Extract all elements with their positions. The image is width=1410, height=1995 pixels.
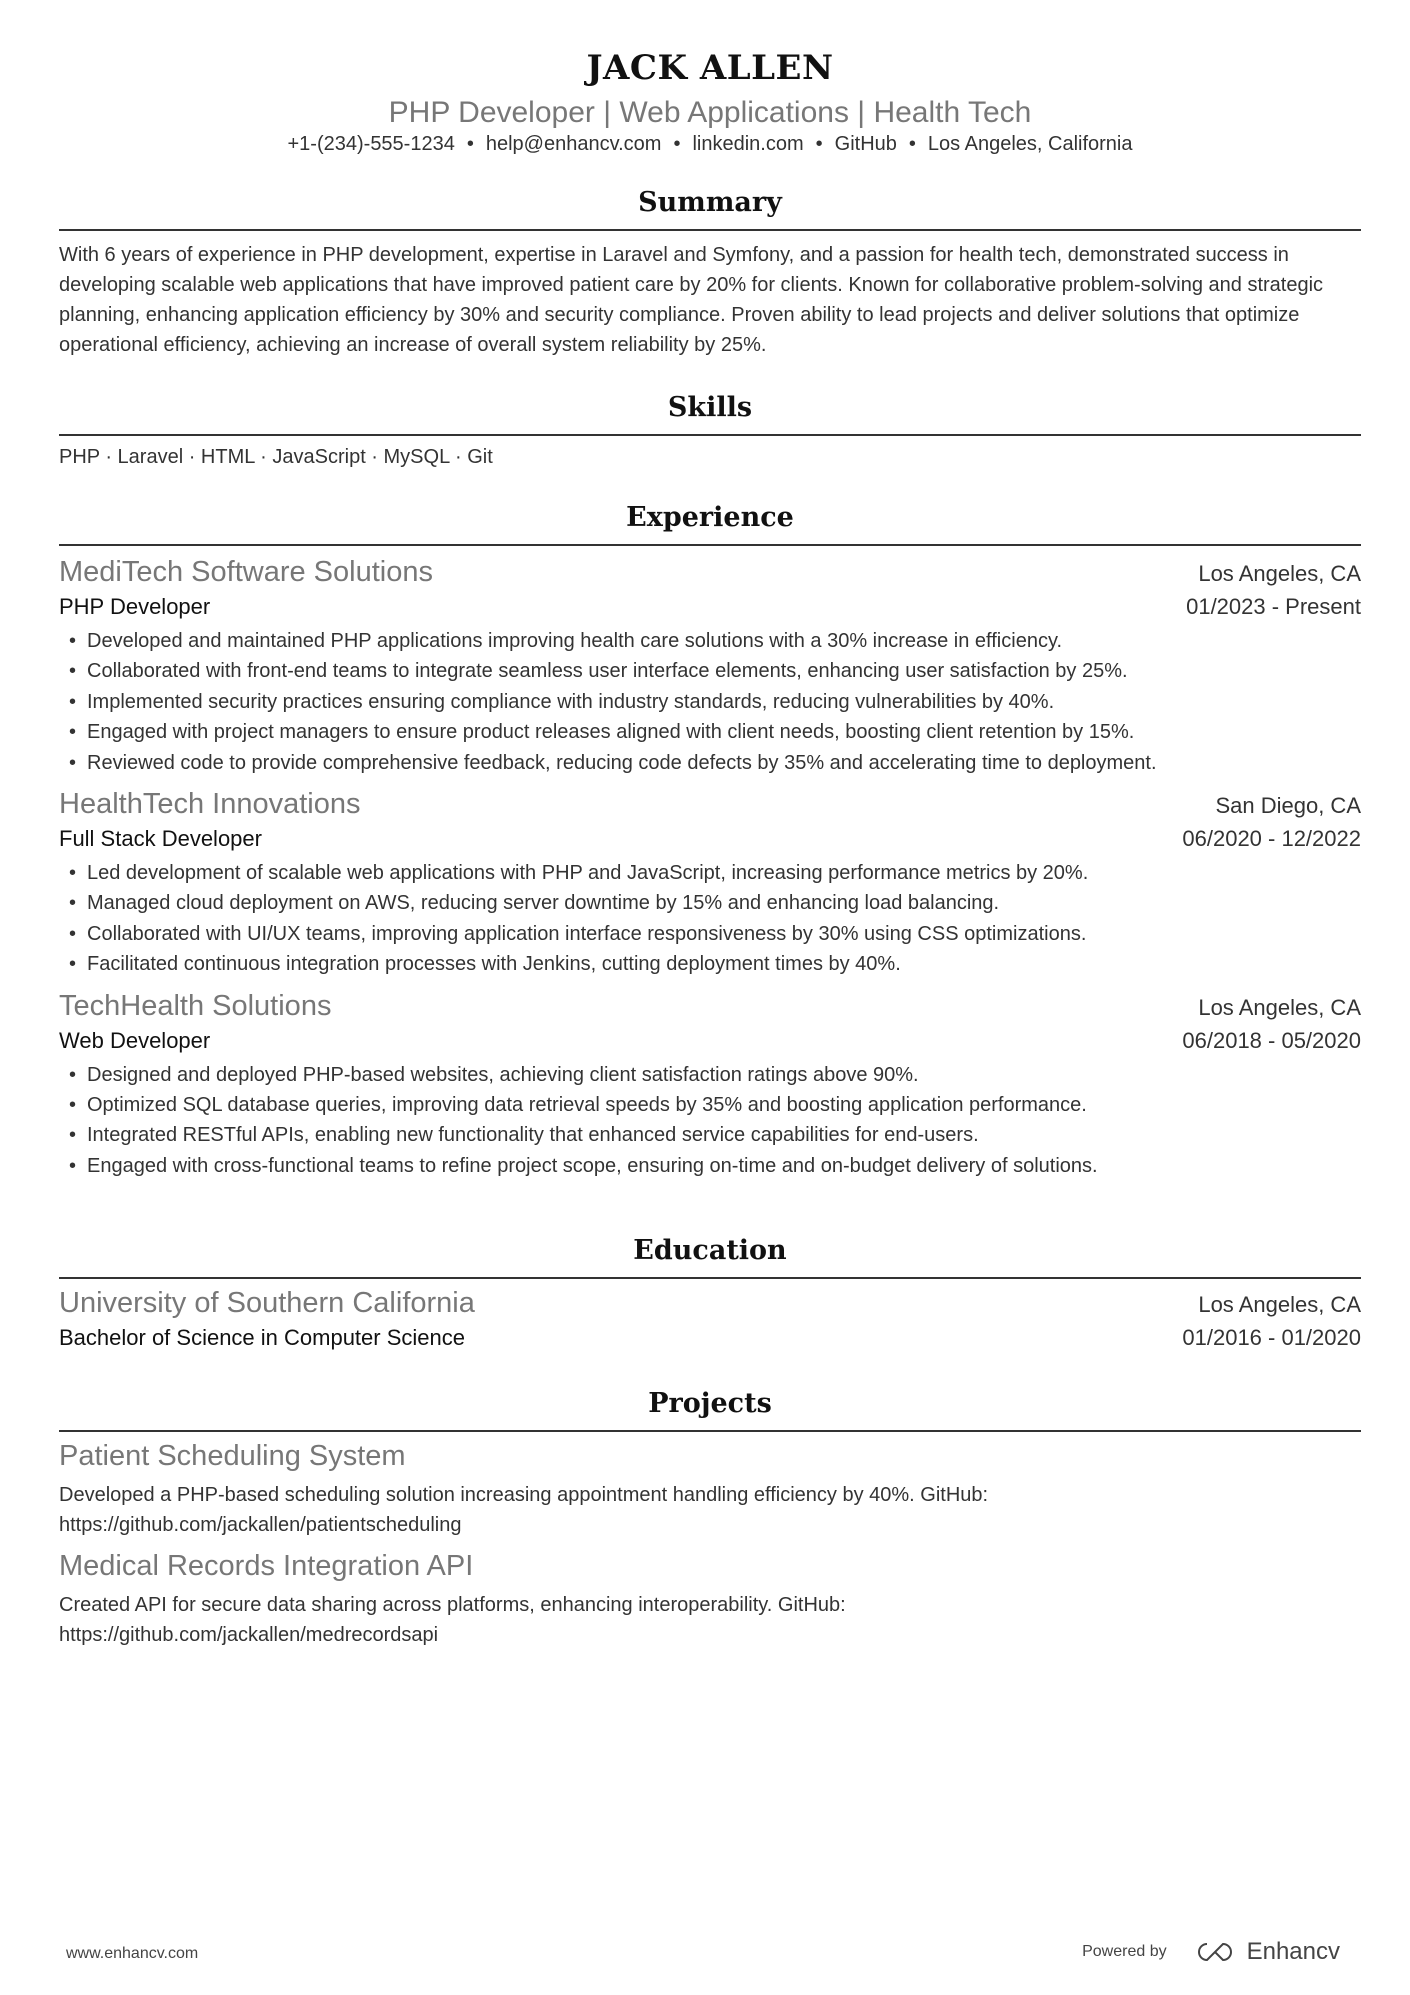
- company-name: MediTech Software Solutions: [59, 556, 433, 588]
- section-title: Projects: [648, 1388, 772, 1419]
- headline-item: Web Applications: [619, 96, 849, 129]
- bullet-item: • Implemented security practices ensuring compliance with industry standards, reducing vulnerabilities by 40%.: [59, 687, 1361, 717]
- project-description: Developed a PHP-based scheduling solution increasing appointment handling efficiency by 40%. GitHub: https://github.com/jackallen/patientscheduling: [59, 1484, 989, 1536]
- divider: [59, 1430, 1361, 1432]
- bullet-item: • Engaged with project managers to ensure product releases aligned with client needs, boosting client retention by 15%.: [59, 717, 1361, 747]
- job-entry: [59, 988, 1361, 1182]
- email-link[interactable]: help@enhancv.com: [485, 133, 662, 155]
- school-location: Los Angeles, CA: [1198, 1292, 1361, 1317]
- bullet-item: • Collaborated with front-end teams to integrate seamless user interface elements, enhancing user satisfaction by 25%.: [59, 656, 1361, 686]
- job-dates: 06/2018 - 05/2020: [1182, 1027, 1361, 1053]
- project-description: Created API for secure data sharing across platforms, enhancing interoperability. GitHub: https://github.com/jackallen/medrecordsapi: [59, 1594, 846, 1646]
- summary-text: With 6 years of experience in PHP development, expertise in Laravel and Symfony, and a passion for health tech, demonstrated success in developing scalable web applications that have improved patient care by 20% for clients. Known for collaborative problem-solving and strategic planning, enhancing application efficiency by 30% and security compliance. Proven ability to lead projects and deliver solutions that optimize operational efficiency, achieving an increase of overall system reliability by 25%.: [59, 244, 1324, 356]
- bullet-item: • Facilitated continuous integration processes with Jenkins, cutting deployment times by 40%.: [59, 949, 1361, 979]
- project-entry: [59, 1548, 1361, 1650]
- job-entry: [59, 786, 1361, 980]
- summary-section: [59, 185, 1361, 360]
- footer-website[interactable]: www.enhancv.com: [66, 1945, 199, 1962]
- education-dates: 01/2016 - 01/2020: [1182, 1325, 1361, 1350]
- bullet-item: • Designed and deployed PHP-based websites, achieving client satisfaction ratings above 90%.: [59, 1060, 1361, 1090]
- divider: [59, 544, 1361, 546]
- projects-section: [59, 1386, 1361, 1658]
- powered-by-label: Powered by: [1082, 1943, 1167, 1960]
- project-name: Medical Records Integration API: [59, 1550, 474, 1582]
- bullet-item: • Reviewed code to provide comprehensive feedback, reducing code defects by 35% and accelerating time to deployment.: [59, 748, 1361, 778]
- enhancv-brand: Enhancv: [1246, 1938, 1340, 1965]
- contact-info: +1-(234)-555-1234 • help@enhancv.com • linkedin.com • GitHub • Los Angeles, California: [287, 133, 1133, 155]
- job-title: Web Developer: [59, 1027, 211, 1053]
- location: Los Angeles, California: [927, 133, 1133, 155]
- education-section: [59, 1233, 1361, 1355]
- bullet-item: • Led development of scalable web applications with PHP and JavaScript, increasing performance metrics by 20%.: [59, 858, 1361, 888]
- github-link[interactable]: GitHub: [834, 133, 897, 155]
- divider: [59, 229, 1361, 231]
- job-bullets: [59, 1060, 1361, 1182]
- degree: Bachelor of Science in Computer Science: [59, 1325, 465, 1350]
- bullet-item: • Managed cloud deployment on AWS, reducing server downtime by 15% and enhancing load balancing.: [59, 888, 1361, 918]
- bullet-item: • Integrated RESTful APIs, enabling new functionality that enhanced service capabilities for end-users.: [59, 1120, 1361, 1150]
- headline-item: Health Tech: [873, 96, 1032, 129]
- job-title: PHP Developer: [59, 594, 211, 619]
- job-entry: [59, 554, 1361, 778]
- job-title: Full Stack Developer: [59, 826, 262, 852]
- job-location: Los Angeles, CA: [1198, 561, 1361, 586]
- job-dates: 06/2020 - 12/2022: [1182, 826, 1361, 852]
- section-title: Skills: [667, 392, 753, 423]
- bullet-item: • Engaged with cross-functional teams to refine project scope, ensuring on-time and on-budget delivery of solutions.: [59, 1151, 1361, 1181]
- job-bullets: [59, 626, 1361, 778]
- job-location: Los Angeles, CA: [1198, 994, 1361, 1020]
- divider: [59, 1277, 1361, 1279]
- job-bullets: [59, 858, 1361, 980]
- bullet-item: • Optimized SQL database queries, improving data retrieval speeds by 35% and boosting application performance.: [59, 1090, 1361, 1120]
- project-entry: [59, 1438, 1361, 1540]
- phone: +1-(234)-555-1234: [287, 133, 455, 155]
- divider: [59, 434, 1361, 436]
- headline: PHP Developer | Web Applications | Health Tech: [388, 96, 1032, 129]
- linkedin-link[interactable]: linkedin.com: [692, 133, 804, 155]
- project-name: Patient Scheduling System: [59, 1440, 406, 1472]
- bullet-item: • Collaborated with UI/UX teams, improving application interface responsiveness by 30% using CSS optimizations.: [59, 919, 1361, 949]
- candidate-name: JACK ALLEN: [586, 48, 834, 88]
- school-name: University of Southern California: [59, 1287, 475, 1319]
- job-dates: 01/2023 - Present: [1186, 594, 1361, 619]
- skills-list: PHP · Laravel · HTML · JavaScript · MySQL · Git: [59, 446, 493, 468]
- section-title: Summary: [638, 187, 782, 218]
- powered-by: [1082, 1938, 1340, 1966]
- company-name: HealthTech Innovations: [59, 788, 361, 821]
- section-title: Experience: [626, 502, 794, 533]
- experience-section: [59, 500, 1361, 1189]
- headline-item: PHP Developer: [388, 96, 595, 129]
- bullet-item: • Developed and maintained PHP applications improving health care solutions with a 30% increase in efficiency.: [59, 626, 1361, 656]
- job-location: San Diego, CA: [1215, 793, 1361, 819]
- skills-section: [59, 390, 1361, 472]
- company-name: TechHealth Solutions: [59, 989, 332, 1022]
- section-title: Education: [633, 1235, 787, 1266]
- enhancv-logo-icon: [1193, 1940, 1237, 1964]
